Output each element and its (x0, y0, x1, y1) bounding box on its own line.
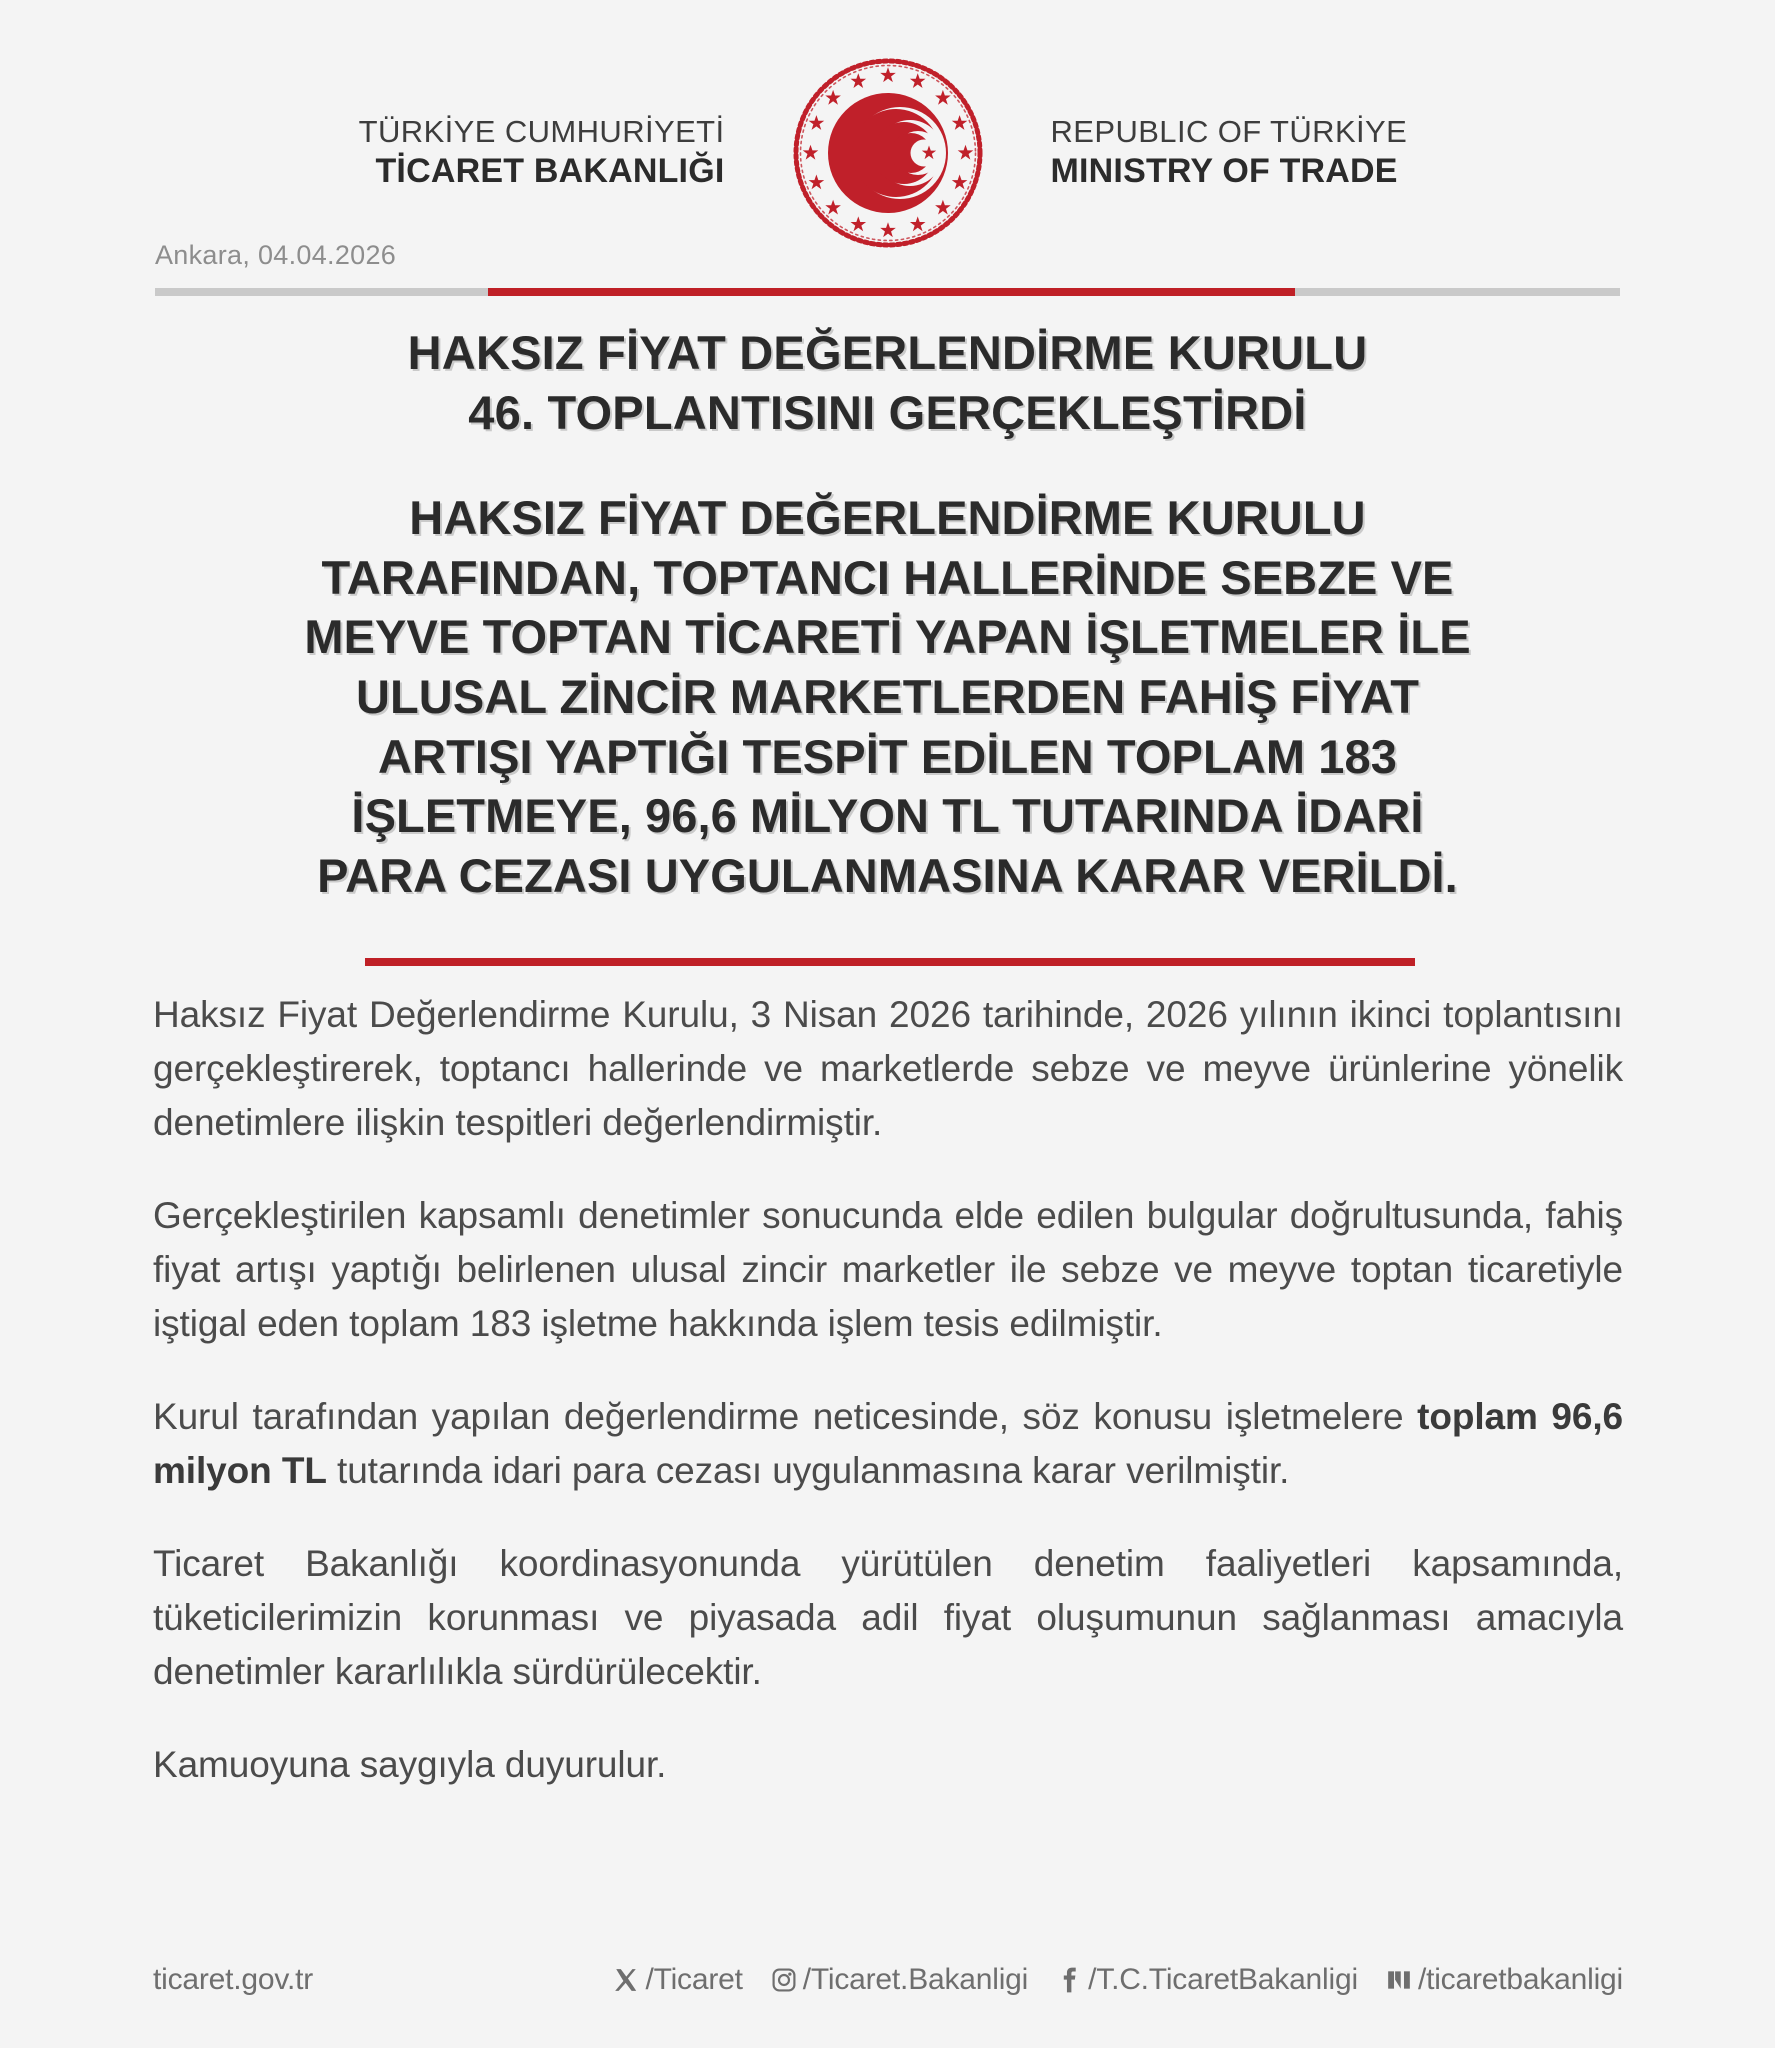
subtitle-line-7: PARA CEZASI UYGULANMASINA KARAR VERİLDİ. (317, 849, 1458, 903)
title-line-2: 46. TOPLANTISINI GERÇEKLEŞTİRDİ (468, 386, 1307, 440)
paragraph-1: Haksız Fiyat Değerlendirme Kurulu, 3 Nisan 2026 tarihinde, 2026 yılının ikinci toplantısını gerçekleştirerek, toptancı hallerinde ve marketlerde sebze ve meyve ürünlerine yönelik denetimlere ilişkin tespitleri değerlendirmiştir. (153, 994, 1623, 1144)
brand-english (1003, 113, 1563, 192)
divider-segment-gray-left (155, 288, 488, 296)
divider-segment-red (488, 288, 1295, 296)
paragraph-2: Gerçekleştirilen kapsamlı denetimler sonucunda elde edilen bulgular doğrultusunda, fahiş fiyat artışı yaptığı belirlenen ulusal zincir marketler ile sebze ve meyve toptan ticaretiyle iştigal eden toplam 183 işletme hakkında işlem tesis edilmiştir. (153, 1195, 1623, 1345)
social-link-nsosyal[interactable] (1384, 1963, 1623, 1997)
document-header (0, 48, 1775, 258)
social-link-instagram[interactable] (769, 1963, 1028, 1997)
footer-website[interactable]: ticaret.gov.tr (153, 1963, 314, 1996)
paragraph-3-text-after: tutarında idari para cezası uygulanmasına karar verilmiştir. (326, 1450, 1290, 1492)
paragraph-3 (153, 1390, 1623, 1498)
social-handle-x: /Ticaret (645, 1963, 743, 1996)
brand-english-republic: REPUBLIC OF TÜRKİYE (1050, 114, 1408, 150)
brand-turkish (213, 113, 773, 192)
subtitle-line-4: ULUSAL ZİNCİR MARKETLERDEN FAHİŞ FİYAT (355, 670, 1420, 724)
instagram-icon (769, 1965, 799, 1995)
brand-english-ministry: MINISTRY OF TRADE (1050, 152, 1398, 191)
subtitle-line-1: HAKSIZ FİYAT DEĞERLENDİRME KURULU (409, 491, 1366, 544)
paragraph-5-closing: Kamuoyuna saygıyla duyurulur. (153, 1744, 667, 1786)
social-link-facebook[interactable] (1054, 1963, 1358, 1997)
social-handle-instagram: /Ticaret.Bakanligi (802, 1963, 1029, 1996)
social-handle-facebook: /T.C.TicaretBakanligi (1088, 1963, 1358, 1996)
paragraph-4: Ticaret Bakanlığı koordinasyonunda yürütülen denetim faaliyetleri kapsamında, tüketicilerimizin korunması ve piyasada adil fiyat oluşumunun sağlanması amacıyla denetimler kararlılıkla sürdürülecektir. (153, 1543, 1623, 1693)
penalty-amount-highlight: toplam 96,6 milyon TL (153, 1396, 1623, 1492)
page-title (0, 323, 1775, 443)
footer-social-links (611, 1963, 1623, 1997)
brand-turkish-republic: TÜRKİYE CUMHURİYETİ (358, 114, 725, 150)
x-twitter-icon (611, 1965, 641, 1995)
subtitle-line-3: MEYVE TOPTAN TİCARETİ YAPAN İŞLETMELER İLE (304, 610, 1471, 664)
subtitle-divider (365, 958, 1415, 966)
title-line-1: HAKSIZ FİYAT DEĞERLENDİRME KURULU (407, 326, 1368, 379)
divider-segment-gray-right (1295, 288, 1620, 296)
social-link-x[interactable] (611, 1963, 742, 1997)
document-footer (153, 1963, 1623, 1997)
page-subtitle (0, 488, 1775, 906)
dateline: Ankara, 04.04.2026 (155, 240, 397, 270)
brand-turkish-ministry: TİCARET BAKANLIĞI (375, 152, 725, 191)
facebook-icon (1054, 1965, 1084, 1995)
paragraph-3-text-before: Kurul tarafından yapılan değerlendirme neticesinde, söz konusu işletmelere (153, 1396, 1418, 1438)
social-handle-nsosyal: /ticaretbakanligi (1417, 1963, 1623, 1996)
nsosyal-icon (1384, 1965, 1414, 1995)
header-divider (155, 288, 1620, 296)
article-body (153, 988, 1623, 1831)
subtitle-line-2: TARAFINDAN, TOPTANCI HALLERİNDE SEBZE VE (321, 550, 1454, 604)
subtitle-line-5: ARTIŞI YAPTIĞI TESPİT EDİLEN TOPLAM 183 (378, 729, 1397, 783)
subtitle-line-6: İŞLETMEYE, 96,6 MİLYON TL TUTARINDA İDARİ (351, 789, 1424, 843)
ministry-emblem-icon (773, 48, 1003, 258)
